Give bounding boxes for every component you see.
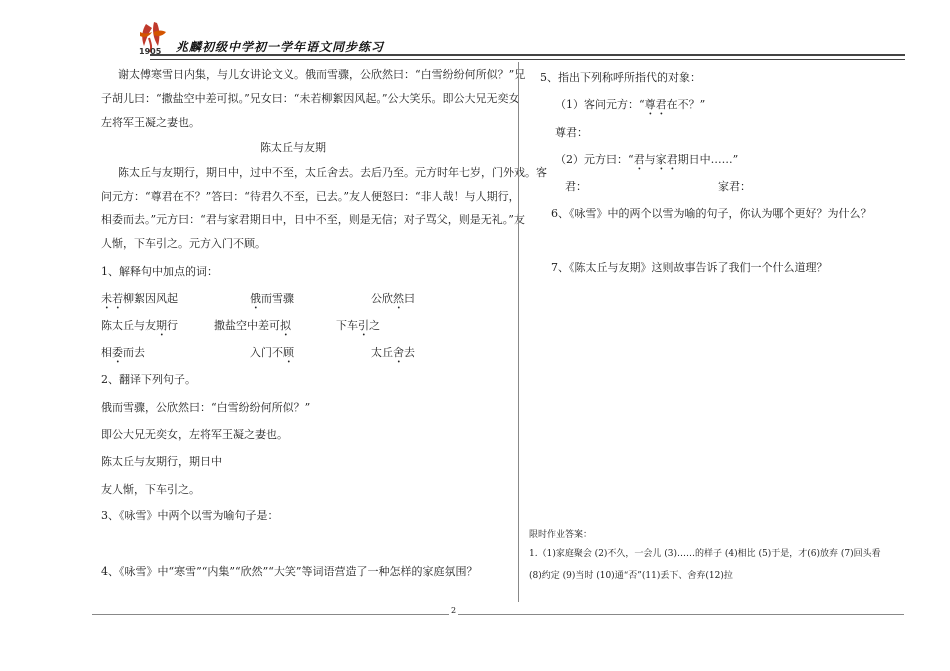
answers-title: 限时作业答案：: [529, 530, 593, 540]
question-3-label: 3、《咏雪》中两个以雪为喻句子是：: [101, 509, 279, 522]
question-7-label: 7、《陈太丘与友期》这则故事告诉了我们一个什么道理？: [551, 261, 828, 274]
q1-item: 太丘舍去: [371, 346, 415, 359]
q1-item: 陈太丘与友期行: [101, 319, 178, 332]
passage1-line: 谢太傅寒雪日内集，与儿女讲论文义。俄而雪骤，公欣然曰：“白雪纷纷何所似？”兄: [118, 68, 526, 81]
q5-sub-2: （2）元方曰：“君与家君期日中……”: [555, 153, 739, 166]
footer-rule: [92, 614, 904, 615]
passage1-line: 左将军王凝之妻也。: [101, 116, 200, 129]
q1-item: 入门不顾: [250, 346, 294, 359]
answers-line: 1.（1)家庭聚会 (2)不久，一会儿 (3)……的样子 (4)相比 (5)于是，才(6)放弃 (7)回头看: [529, 549, 881, 559]
q2-sentence: 友人惭，下车引之。: [101, 483, 200, 496]
column-divider: [518, 62, 519, 602]
question-6-label: 6、《咏雪》中的两个以雪为喻的句子，你认为哪个更好？为什么？: [551, 207, 872, 220]
passage1-line: 子胡儿曰：“撒盐空中差可拟。”兄女曰：“未若柳絮因风起。”公大笑乐。即公大兄无奕女: [101, 92, 520, 105]
question-4-label: 4、《咏雪》中“寒雪”“内集”“欣然”“大笑”等词语营造了一种怎样的家庭氛围？: [101, 565, 478, 578]
question-2-label: 2、翻译下列句子。: [101, 373, 196, 386]
q1-item: 公欣然曰: [371, 292, 415, 305]
q5-answer-jiajun: 家君：: [718, 180, 751, 193]
q1-item: 相委而去: [101, 346, 145, 359]
q5-answer-zunjun: 尊君：: [555, 126, 588, 139]
q5-answer-jun: 君：: [565, 180, 587, 193]
header-rule: [150, 54, 905, 60]
question-5-label: 5、指出下列称呼所指代的对象：: [540, 71, 701, 84]
q1-item: 俄而雪骤: [250, 292, 294, 305]
page-header-title: 兆麟初级中学初一学年语文同步练习: [176, 40, 385, 54]
page-number: 2: [451, 606, 457, 615]
q2-sentence: 即公大兄无奕女，左将军王凝之妻也。: [101, 428, 288, 441]
q5-sub-1: （1）客问元方：“尊君在不？”: [555, 98, 706, 111]
q2-sentence: 陈太丘与友期行，期日中: [101, 455, 222, 468]
logo-year: 1905: [139, 47, 162, 56]
q1-item: 撒盐空中差可拟: [214, 319, 291, 332]
passage2-line: 人惭，下车引之。元方入门不顾。: [101, 237, 266, 250]
q1-item: 下车引之: [336, 319, 380, 332]
q1-item: 未若柳絮因风起: [101, 292, 178, 305]
passage2-line: 问元方：“尊君在不？”答曰：“待君久不至，已去。”友人便怒曰：“非人哉！与人期行，: [101, 190, 520, 203]
passage2-line: 相委而去。”元方曰：“君与家君期日中，日中不至，则是无信；对子骂父，则是无礼。”友: [101, 213, 525, 226]
passage2-title: 陈太丘与友期: [260, 141, 326, 154]
answers-line: (8)约定 (9)当时 (10)通“否”(11)丢下、舍弃(12)拉: [529, 571, 733, 581]
passage2-line: 陈太丘与友期行，期日中，过中不至，太丘舍去。去后乃至。元方时年七岁，门外戏。客: [118, 166, 547, 179]
question-1-label: 1、解释句中加点的词：: [101, 265, 218, 278]
q2-sentence: 俄而雪骤，公欣然曰：“白雪纷纷何所似？”: [101, 401, 311, 414]
